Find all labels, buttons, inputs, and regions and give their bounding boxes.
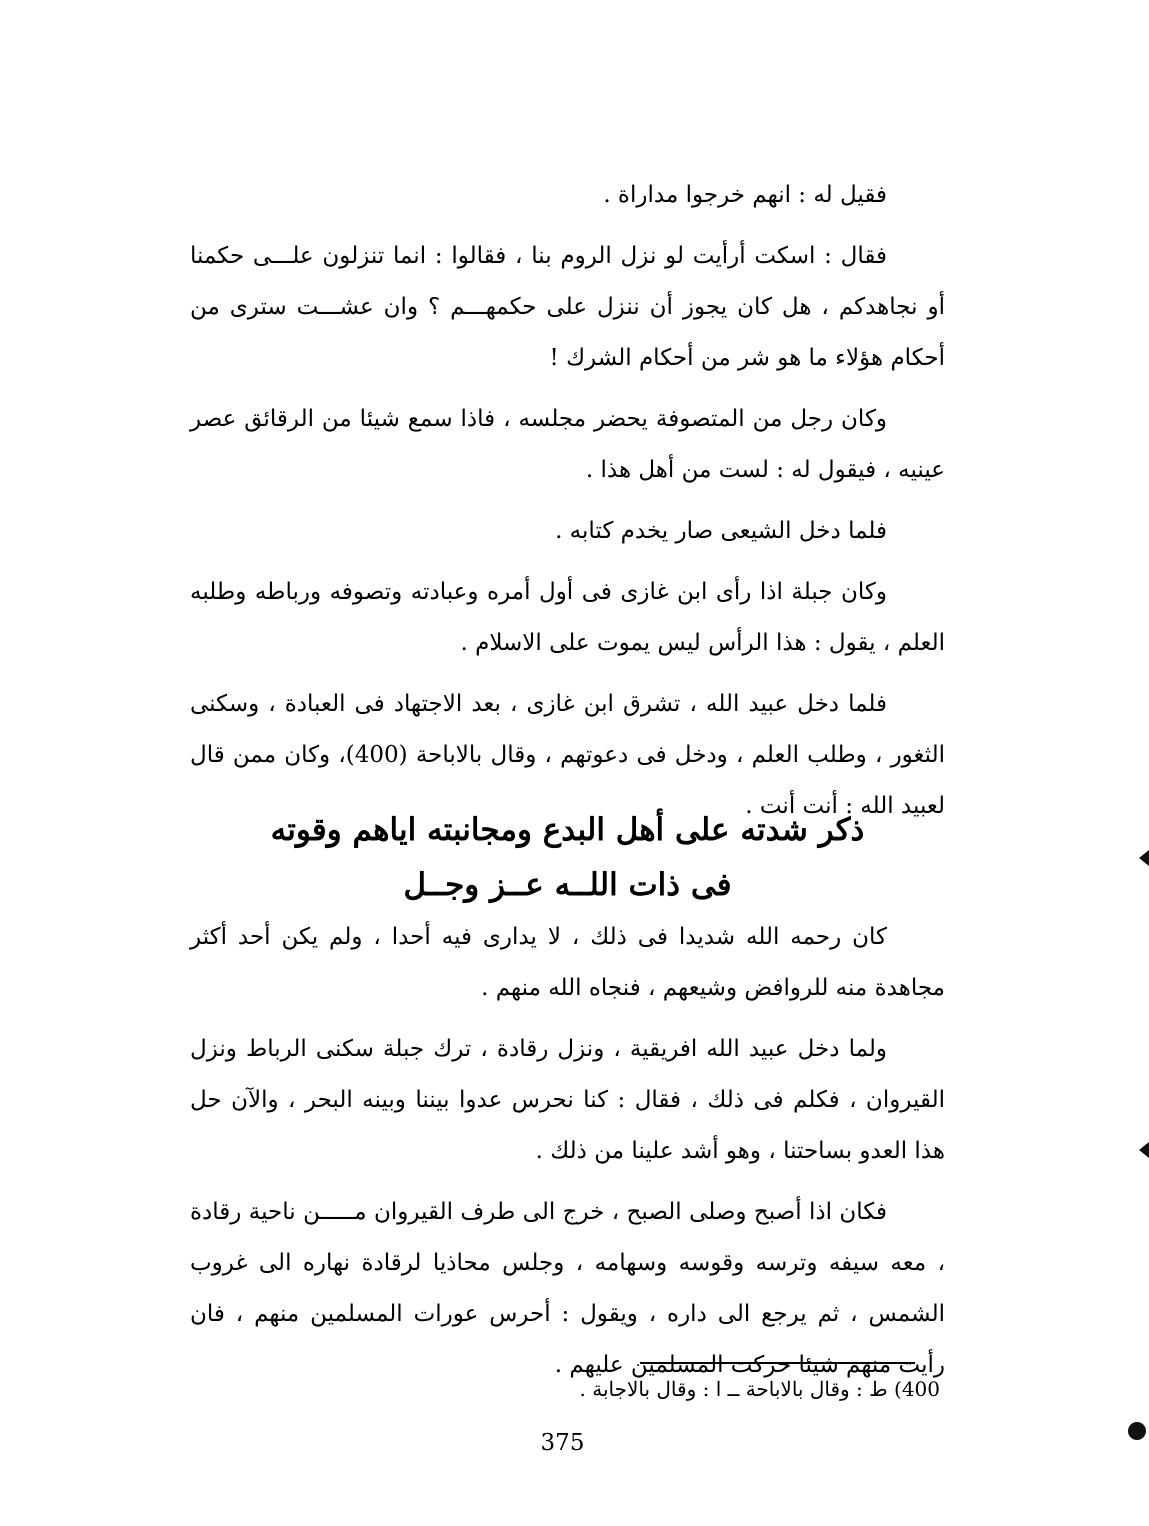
margin-mark-icon: [1139, 850, 1149, 866]
ink-dot-icon: [1128, 1422, 1146, 1440]
paragraph-3: وكان رجل من المتصوفة يحضر مجلسه ، فاذا سمع شيئا من الرقائق عصر عينيه ، فيقول له : لست من أهل هذا .: [190, 406, 945, 483]
paragraph-2: فقال : اسكت أرأيت لو نزل الروم بنا ، فقالوا : انما تنزلون علـــى حكمنا أو نجاهدكم ، هل كان يجوز أن ننزل على حكمهـــم ؟ وان عشـــت سترى من أحكام هؤلاء ما هو شر من أحكام الشرك !: [190, 243, 945, 371]
footnote: 400) ط : وقال بالاباحة ــ ا : وقال بالاجابة .: [579, 1377, 940, 1401]
section-heading-line-2: فى ذات اللــه عــز وجــل: [403, 867, 732, 903]
text-block-top: [190, 170, 945, 832]
paragraph-5: وكان جبلة اذا رأى ابن غازى فى أول أمره وعبادته وتصوفه ورباطه وطلبه العلم ، يقول : هذا الرأس ليس يموت على الاسلام .: [190, 579, 945, 656]
paragraph-4: فلما دخل الشيعى صار يخدم كتابه .: [555, 518, 887, 544]
footnote-divider: [640, 1362, 915, 1364]
paragraph-8: ولما دخل عبيد الله افريقية ، ونزل رقادة ، ترك جبلة سكنى الرباط ونزل القيروان ، فكلم فى ذلك ، فقال : كنا نحرس عدوا بيننا وبينه البحر ، والآن حل هذا العدو بساحتنا ، وهو أشد علينا من ذلك .: [190, 1036, 945, 1164]
paragraph-1: فقيل له : انهم خرجوا مداراة .: [603, 182, 887, 208]
page-number: 375: [540, 1430, 585, 1456]
text-block-bottom: [190, 912, 945, 1391]
section-heading-line-1: ذكر شدته على أهل البدع ومجانبته اياهم وقوته: [270, 812, 865, 848]
paragraph-6: فلما دخل عبيد الله ، تشرق ابن غازى ، بعد الاجتهاد فى العبادة ، وسكنى الثغور ، وطلب العلم ، ودخل فى دعوتهم ، وقال بالاباحة (400)، وكان ممن قال لعبيد الله : أنت أنت .: [190, 691, 945, 819]
margin-mark-icon: [1139, 1142, 1149, 1158]
paragraph-9: فكان اذا أصبح وصلى الصبح ، خرج الى طرف القيروان مـــــن ناحية رقادة ، معه سيفه وترسه وقوسه وسهامه ، وجلس محاذيا لرقادة نهاره الى غروب الشمس ، ثم يرجع الى داره ، ويقول : أحرس عورات المسلمين منهم ، فان رأيت منهم شيئا حركت المسلمين عليهم .: [190, 1199, 945, 1378]
paragraph-7: كان رحمه الله شديدا فى ذلك ، لا يدارى فيه أحدا ، ولم يكن أحد أكثر مجاهدة منه للروافض وشيعهم ، فنجاه الله منهم .: [190, 924, 945, 1001]
